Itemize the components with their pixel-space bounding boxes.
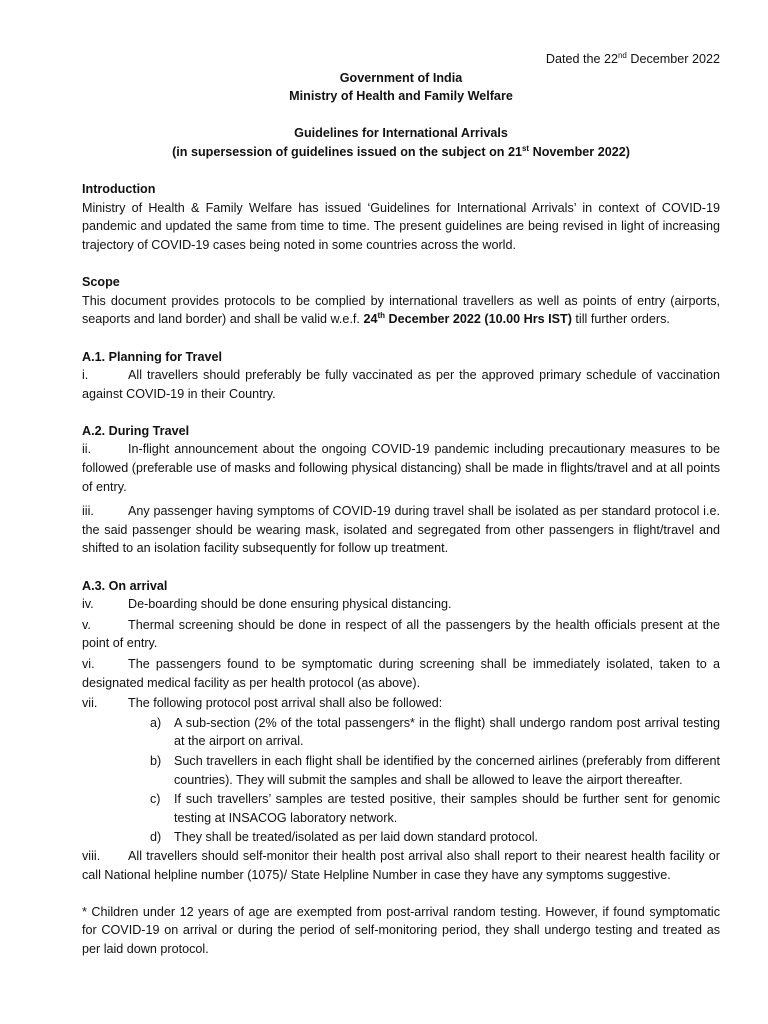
scope-heading: Scope bbox=[82, 275, 120, 290]
list-item bbox=[82, 366, 720, 403]
date-text: Dated the 22 bbox=[545, 52, 618, 66]
sub-item-letter: d) bbox=[150, 830, 162, 845]
scope-text: This document provides protocols to be complied by international travellers as well as points of entry (airports, seaports and land border) and shall be valid w.e.f. bbox=[82, 293, 720, 327]
item-text: The following protocol post arrival shall also be followed: bbox=[128, 696, 443, 711]
item-number: ii. bbox=[82, 442, 92, 457]
item-number: v. bbox=[82, 617, 91, 632]
government-heading: Government of India bbox=[339, 70, 463, 85]
item-number: vi. bbox=[82, 657, 95, 671]
sub-list-item bbox=[150, 790, 720, 827]
sub-item-text: If such travellers’ samples are tested positive, their samples should be further sent for genomic testing at INSACOG laboratory network. bbox=[174, 792, 720, 825]
item-number: vii. bbox=[82, 696, 98, 711]
sub-item-text: Such travellers in each flight shall be identified by the concerned airlines (preferably from different countries). They will submit the samples and shall be allowed to leave the airport thereafter. bbox=[174, 753, 720, 787]
ministry-heading: Ministry of Health and Family Welfare bbox=[289, 89, 513, 104]
item-number: iv. bbox=[82, 597, 94, 612]
subtitle-superscript: st bbox=[521, 143, 530, 153]
sub-item-text: They shall be treated/isolated as per laid down standard protocol. bbox=[174, 830, 539, 845]
list-item bbox=[82, 502, 720, 558]
item-text: Thermal screening should be done in respect of all the passengers by the health officials present at the point of entry. bbox=[82, 617, 720, 651]
scope-valid-date bbox=[363, 312, 572, 326]
intro-paragraph: Ministry of Health & Family Welfare has issued ‘Guidelines for International Arrivals’ in context of COVID-19 pandemic and updated the same from time to time. The present guidelines are being revised in light of increasing trajectory of COVID-19 cases being noted in some countries across the world. bbox=[82, 200, 720, 252]
item-text: The passengers found to be symptomatic during screening shall be immediately isolated, taken to a designated medical facility as per health protocol (as above). bbox=[82, 657, 720, 690]
list-item bbox=[82, 694, 720, 713]
item-number: iii. bbox=[82, 504, 94, 519]
sub-item-text: A sub-section (2% of the total passengers* in the flight) shall undergo random post arrival testing at the airport on arrival. bbox=[174, 715, 720, 749]
section-a2-heading: A.2. During Travel bbox=[82, 423, 190, 438]
item-text: De-boarding should be done ensuring physical distancing. bbox=[128, 597, 452, 612]
section-a1-heading: A.1. Planning for Travel bbox=[82, 349, 222, 364]
document-title: Guidelines for International Arrivals bbox=[294, 126, 508, 141]
subtitle-text: (in supersession of guidelines issued on the subject on 21 bbox=[172, 144, 522, 159]
document-date bbox=[82, 50, 720, 69]
list-item bbox=[82, 440, 720, 496]
item-text: Any passenger having symptoms of COVID-19 during travel shall be isolated as per standard protocol i.e. the said passenger should be wearing mask, isolated and segregated from other passengers in flight/travel and shifted to an isolation facility subsequently for follow up treatment. bbox=[82, 504, 720, 556]
item-number: viii. bbox=[82, 848, 101, 863]
footnote: * Children under 12 years of age are exempted from post-arrival random testing. However, if found symptomatic for COVID-19 on arrival or during the period of self-monitoring period, they shall undergo testing and treated as per laid down protocol. bbox=[82, 904, 720, 956]
sub-list-item bbox=[150, 752, 720, 789]
document-subtitle bbox=[82, 143, 720, 162]
sub-item-letter: a) bbox=[150, 715, 162, 730]
subtitle-text-end: November 2022) bbox=[529, 144, 630, 159]
sub-item-letter: c) bbox=[150, 792, 161, 807]
list-item bbox=[82, 847, 720, 884]
scope-paragraph bbox=[82, 292, 720, 329]
item-text: All travellers should preferably be fully vaccinated as per the approved primary schedule of vaccination against COVID-19 in their Country. bbox=[82, 368, 720, 401]
scope-date-superscript: th bbox=[377, 311, 386, 321]
list-item bbox=[82, 616, 720, 653]
sub-list-item bbox=[150, 714, 720, 751]
sub-item-letter: b) bbox=[150, 753, 162, 768]
scope-date-day: 24 bbox=[363, 312, 378, 327]
date-text-end: December 2022 bbox=[626, 52, 720, 66]
scope-date-rest: December 2022 (10.00 Hrs IST) bbox=[385, 312, 572, 327]
sub-list-item bbox=[150, 828, 720, 847]
section-a3-heading: A.3. On arrival bbox=[82, 578, 168, 593]
intro-heading: Introduction bbox=[82, 182, 156, 197]
list-item bbox=[82, 595, 720, 614]
scope-text-end: till further orders. bbox=[571, 312, 670, 327]
item-number: i. bbox=[82, 368, 89, 383]
item-text: All travellers should self-monitor their health post arrival also shall report to their nearest health facility or call National helpline number (1075)/ State Helpline Number in case they have any symptoms suggestive. bbox=[82, 848, 720, 882]
item-text: In-flight announcement about the ongoing COVID-19 pandemic including precautionary measures to be followed (preferable use of masks and following physical distancing) shall be made in flights/travel and at all points of entry. bbox=[82, 442, 720, 494]
list-item bbox=[82, 655, 720, 692]
date-superscript: nd bbox=[617, 50, 627, 60]
